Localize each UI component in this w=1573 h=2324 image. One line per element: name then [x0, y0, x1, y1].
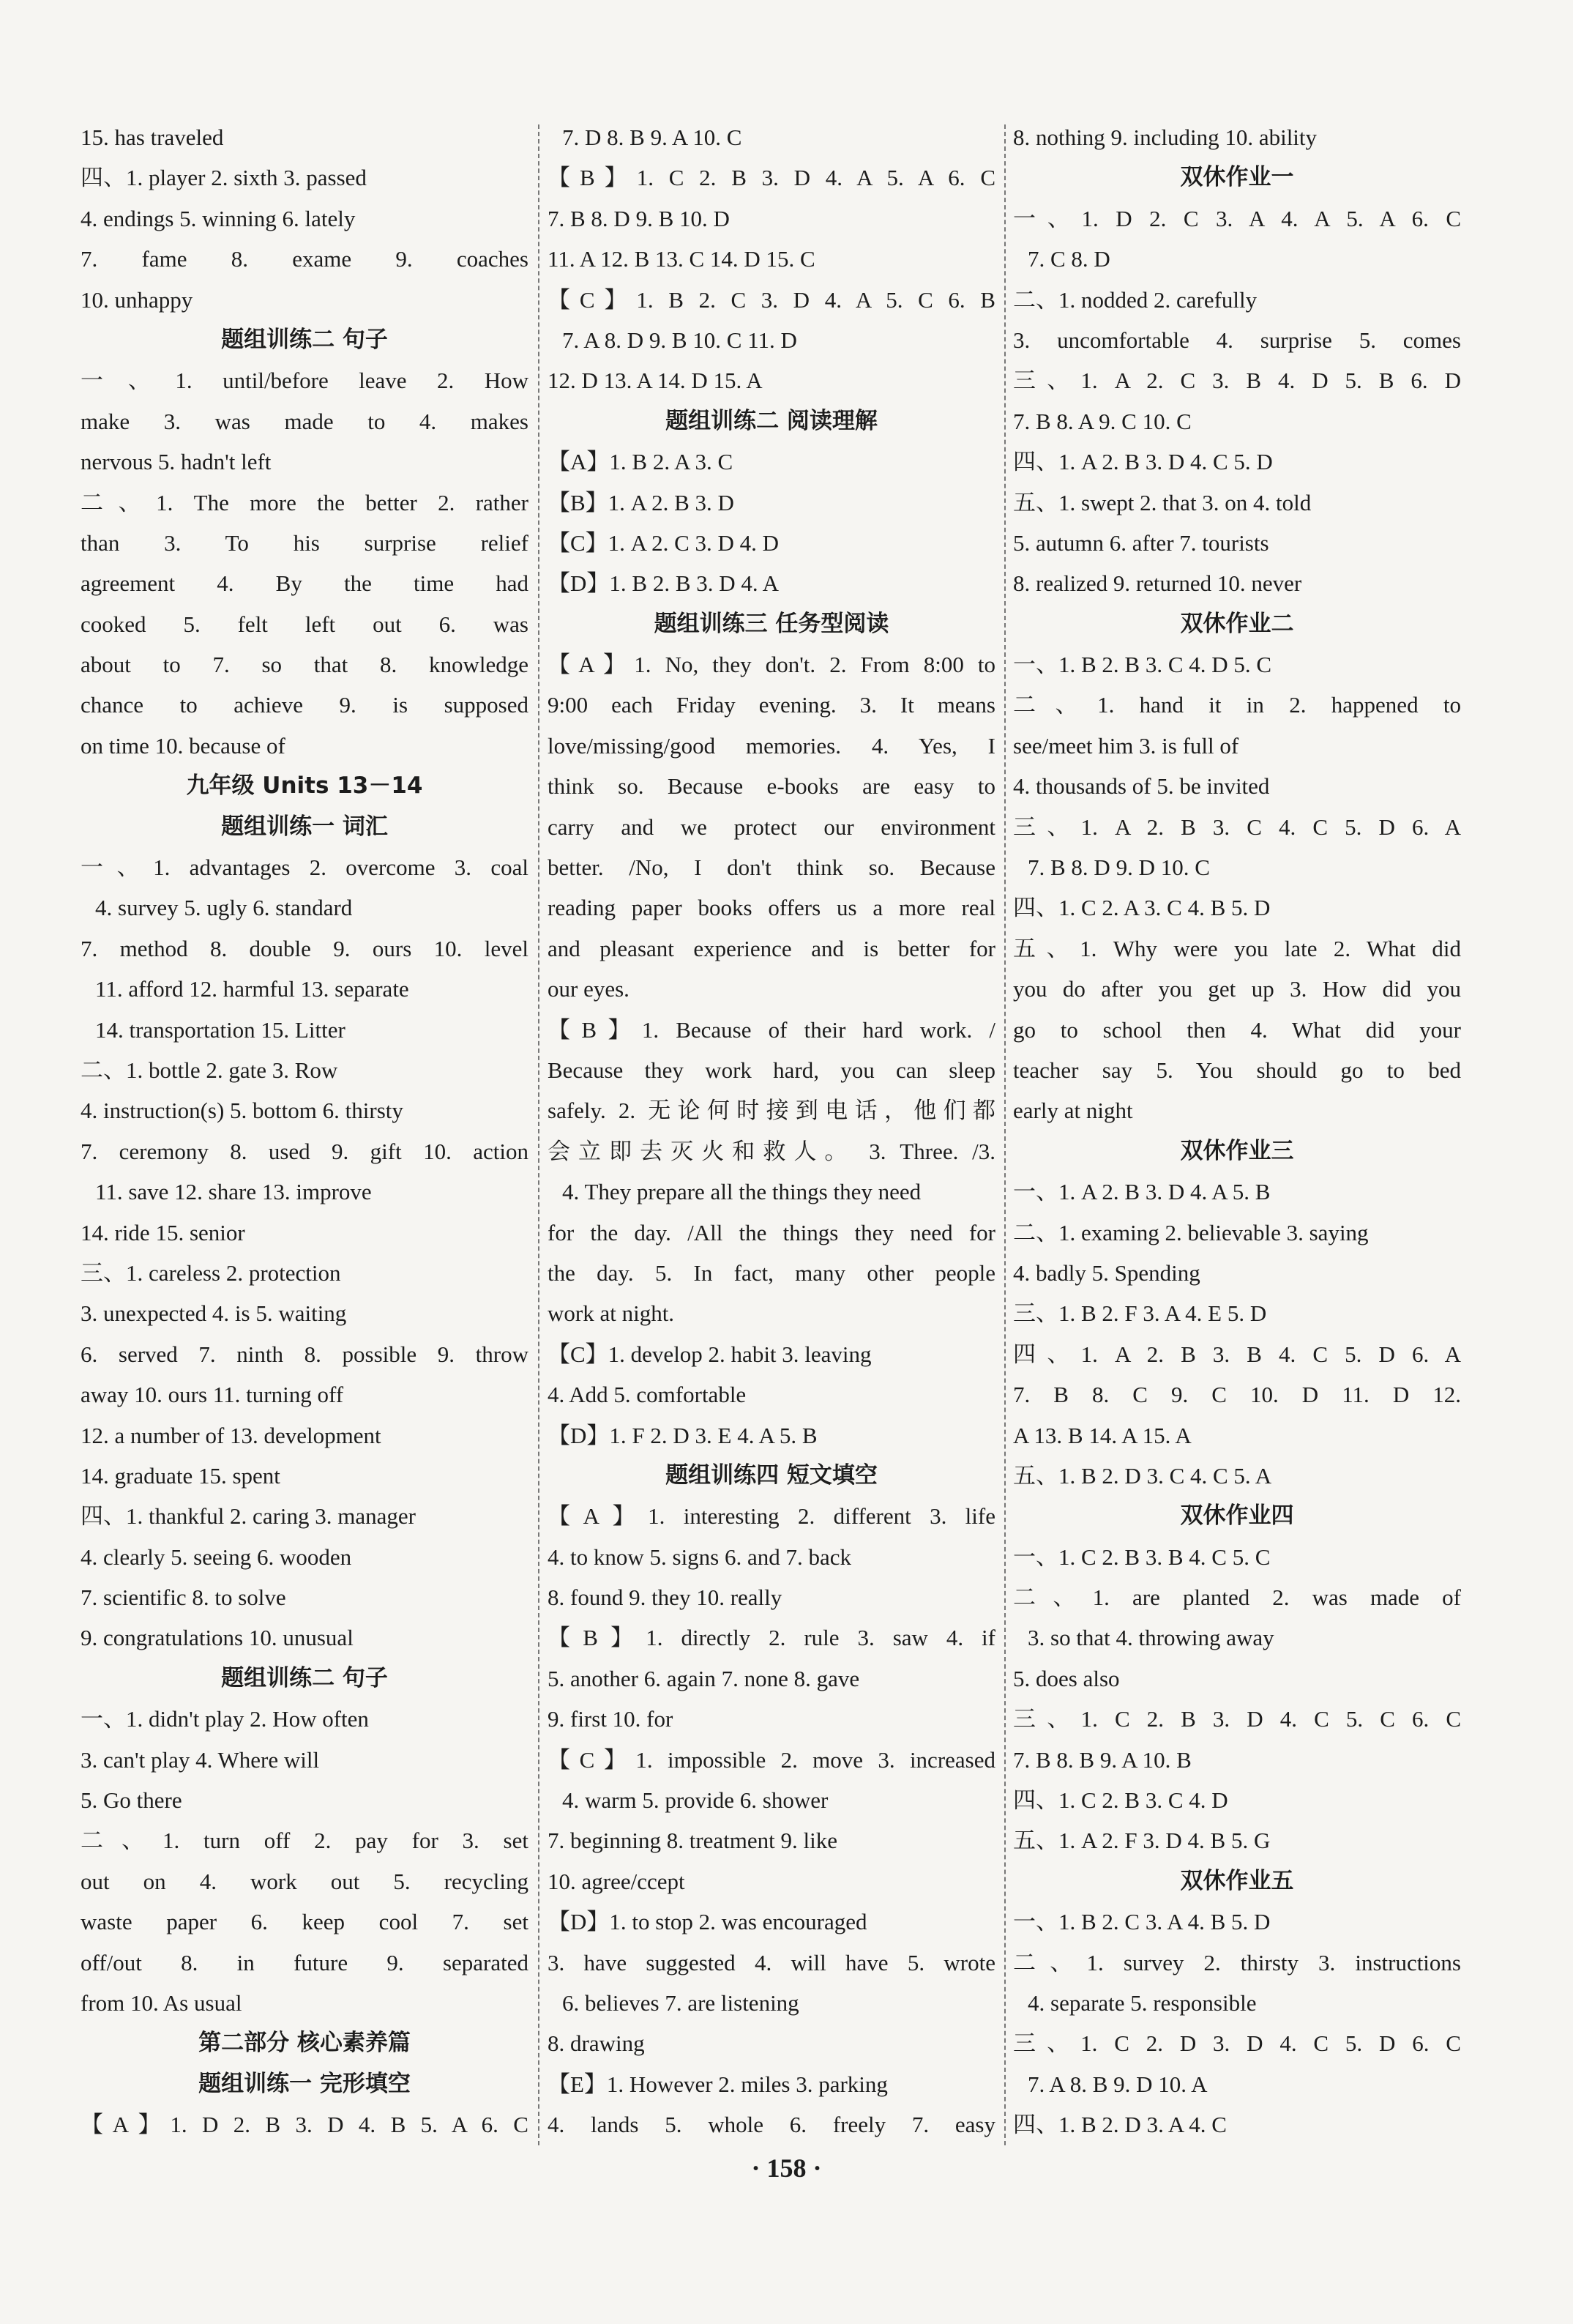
answer-line: 3. can't play 4. Where will: [81, 1746, 320, 1773]
answer-line: chance to achieve 9. is supposed: [81, 692, 528, 718]
answer-line: 3. unexpected 4. is 5. waiting: [81, 1300, 347, 1327]
answer-line: 4. to know 5. signs 6. and 7. back: [548, 1543, 852, 1570]
answer-line: 【D】1. B 2. B 3. D 4. A: [548, 570, 780, 597]
answer-line: reading paper books offers us a more real: [548, 895, 995, 921]
answer-line: 【E】1. However 2. miles 3. parking: [548, 2071, 888, 2097]
answer-line: 二、1. bottle 2. gate 3. Row: [81, 1057, 338, 1083]
answer-line: 三、1. B 2. F 3. A 4. E 5. D: [1013, 1300, 1267, 1327]
answer-line: 9:00 each Friday evening. 3. It means: [548, 692, 995, 718]
answer-line: 7. D 8. B 9. A 10. C: [562, 124, 742, 150]
column-middle: [548, 117, 995, 2145]
answer-line: carry and we protect our environment: [548, 813, 995, 840]
answer-line: 五、1. B 2. D 3. C 4. C 5. A: [1013, 1462, 1272, 1489]
answer-line: 四、1. C 2. B 3. C 4. D: [1013, 1787, 1228, 1814]
section-heading: 题组训练一 完形填空: [198, 2070, 411, 2097]
answer-line: 三、1. careless 2. protection: [81, 1259, 341, 1286]
answer-line: 14. transportation 15. Litter: [95, 1016, 345, 1043]
answer-line: 一、1. A 2. B 3. D 4. A 5. B: [1013, 1179, 1271, 1205]
section-heading: 双休作业二: [1180, 610, 1294, 637]
answer-line: 一、1. B 2. C 3. A 4. B 5. D: [1013, 1909, 1271, 1935]
answer-line: 7. method 8. double 9. ours 10. level: [81, 935, 528, 961]
answer-line: love/missing/good memories. 4. Yes, I: [548, 732, 995, 759]
answer-line: 【C】1. develop 2. habit 3. leaving: [548, 1341, 872, 1367]
answer-line: A 13. B 14. A 15. A: [1013, 1422, 1192, 1448]
answer-line: 3. so that 4. throwing away: [1028, 1625, 1274, 1651]
answer-line: 【D】1. F 2. D 3. E 4. A 5. B: [548, 1422, 818, 1448]
answer-line: 四、1. thankful 2. caring 3. manager: [81, 1503, 416, 1530]
answer-line: than 3. To his surprise relief: [81, 529, 528, 556]
answer-line: 【C】1. impossible 2. move 3. increased: [548, 1746, 995, 1773]
answer-line: 一、1. C 2. B 3. B 4. C 5. C: [1013, 1543, 1271, 1570]
answer-line: away 10. ours 11. turning off: [81, 1382, 344, 1408]
answer-line: 4. lands 5. whole 6. freely 7. easy: [548, 2112, 995, 2138]
answer-line: 二、1. nodded 2. carefully: [1013, 286, 1258, 313]
answer-line: see/meet him 3. is full of: [1013, 732, 1239, 759]
answer-line: 二、1. are planted 2. was made of: [1013, 1584, 1461, 1611]
answer-line: 7. B 8. B 9. A 10. B: [1013, 1746, 1192, 1773]
answer-line: 4. Add 5. comfortable: [548, 1382, 747, 1408]
answer-line: cooked 5. felt left out 6. was: [81, 611, 528, 637]
answer-line: 11. save 12. share 13. improve: [95, 1179, 372, 1205]
answer-line: 二、1. examing 2. believable 3. saying: [1013, 1219, 1369, 1245]
answer-line: 15. has traveled: [81, 124, 224, 150]
answer-line: 4. survey 5. ugly 6. standard: [95, 895, 353, 921]
section-heading: 题组训练三 任务型阅读: [654, 610, 889, 637]
section-heading: 双休作业五: [1180, 1867, 1294, 1894]
answer-line: 7. B 8. A 9. C 10. C: [1013, 408, 1192, 434]
answer-line: 【B】1. C 2. B 3. D 4. A 5. A 6. C: [548, 165, 995, 191]
column-divider: [538, 124, 539, 2145]
answer-line: 四、1. player 2. sixth 3. passed: [81, 165, 367, 191]
answer-line: Because they work hard, you can sleep: [548, 1057, 995, 1083]
section-heading: 九年级 Units 13－14: [186, 772, 423, 800]
answer-line: agreement 4. By the time had: [81, 570, 528, 597]
answer-line: the day. 5. In fact, many other people: [548, 1259, 995, 1286]
answer-line: 二、1. hand it in 2. happened to: [1013, 692, 1461, 718]
answer-line: 3. have suggested 4. will have 5. wrote: [548, 1949, 995, 1975]
answer-line: make 3. was made to 4. makes: [81, 408, 528, 434]
answer-line: 4. warm 5. provide 6. shower: [562, 1787, 829, 1814]
answer-line: you do after you get up 3. How did you: [1013, 976, 1461, 1002]
answer-line: early at night: [1013, 1098, 1133, 1124]
section-heading: 题组训练二 句子: [221, 1664, 388, 1691]
answer-line: 【A】1. No, they don't. 2. From 8:00 to: [548, 652, 995, 678]
answer-line: 7. C 8. D: [1028, 246, 1110, 272]
answer-line: 一、1. D 2. C 3. A 4. A 5. A 6. C: [1013, 205, 1461, 231]
answer-line: go to school then 4. What did your: [1013, 1016, 1461, 1043]
answer-line: 一、1. didn't play 2. How often: [81, 1706, 369, 1732]
answer-line: 7. beginning 8. treatment 9. like: [548, 1828, 838, 1854]
section-heading: 双休作业一: [1180, 164, 1294, 191]
answer-line: 4. badly 5. Spending: [1013, 1259, 1200, 1286]
answer-line: 7. ceremony 8. used 9. gift 10. action: [81, 1138, 528, 1164]
answer-line: 4. thousands of 5. be invited: [1013, 773, 1270, 800]
section-heading: 题组训练二 句子: [221, 326, 388, 353]
answer-line: our eyes.: [548, 976, 629, 1002]
answer-line: safely. 2. 无论何时接到电话，他们都: [548, 1098, 995, 1124]
answer-line: 7. A 8. B 9. D 10. A: [1028, 2071, 1208, 2097]
answer-line: 【A】1. D 2. B 3. D 4. B 5. A 6. C: [81, 2112, 528, 2138]
answer-line: 二、1. The more the better 2. rather: [81, 489, 528, 515]
answer-line: 一、1. until/before leave 2. How: [81, 368, 528, 394]
answer-line: waste paper 6. keep cool 7. set: [81, 1909, 528, 1935]
page-number: · 158 ·: [751, 2153, 822, 2183]
answer-line: teacher say 5. You should go to bed: [1013, 1057, 1461, 1083]
answer-line: 11. afford 12. harmful 13. separate: [95, 976, 409, 1002]
answer-line: 会立即去灭火和救人。 3. Three. /3.: [548, 1138, 995, 1164]
answer-line: and pleasant experience and is better for: [548, 935, 995, 961]
answer-line: 三、1. C 2. D 3. D 4. C 5. D 6. C: [1013, 2030, 1461, 2057]
answer-line: 二、1. survey 2. thirsty 3. instructions: [1013, 1949, 1461, 1975]
answer-line: off/out 8. in future 9. separated: [81, 1949, 528, 1975]
answer-line: 三、1. A 2. B 3. C 4. C 5. D 6. A: [1013, 813, 1461, 840]
answer-line: for the day. /All the things they need for: [548, 1219, 995, 1245]
answer-line: 【B】1. Because of their hard work. /: [548, 1016, 995, 1043]
answer-line: 12. a number of 13. development: [81, 1422, 381, 1448]
answer-line: 5. autumn 6. after 7. tourists: [1013, 529, 1269, 556]
answer-line: 9. first 10. for: [548, 1706, 673, 1732]
section-heading: 题组训练二 阅读理解: [665, 407, 878, 434]
answer-line: about to 7. so that 8. knowledge: [81, 652, 528, 678]
answer-line: 【C】1. B 2. C 3. D 4. A 5. C 6. B: [548, 286, 995, 313]
answer-line: 【D】1. to stop 2. was encouraged: [548, 1909, 867, 1935]
answer-line: 14. ride 15. senior: [81, 1219, 245, 1245]
section-heading: 双休作业四: [1180, 1502, 1294, 1530]
answer-line: 五、1. A 2. F 3. D 4. B 5. G: [1013, 1828, 1271, 1854]
answer-line: 【B】1. A 2. B 3. D: [548, 489, 734, 515]
answer-line: out on 4. work out 5. recycling: [81, 1868, 528, 1894]
answer-line: nervous 5. hadn't left: [81, 449, 272, 475]
answer-line: 5. another 6. again 7. none 8. gave: [548, 1665, 860, 1691]
answer-line: 14. graduate 15. spent: [81, 1462, 280, 1489]
answer-line: 8. realized 9. returned 10. never: [1013, 570, 1302, 597]
answer-line: 4. separate 5. responsible: [1028, 1989, 1257, 2016]
answer-line: from 10. As usual: [81, 1989, 242, 2016]
answer-line: 三、1. C 2. B 3. D 4. C 5. C 6. C: [1013, 1706, 1461, 1732]
answer-line: 【C】1. A 2. C 3. D 4. D: [548, 529, 780, 556]
answer-line: 4. clearly 5. seeing 6. wooden: [81, 1543, 352, 1570]
answer-line: 11. A 12. B 13. C 14. D 15. C: [548, 246, 815, 272]
answer-line: 7. B 8. C 9. C 10. D 11. D 12.: [1013, 1382, 1461, 1408]
answer-line: 4. They prepare all the things they need: [562, 1179, 922, 1205]
answer-line: 四、1. A 2. B 3. B 4. C 5. D 6. A: [1013, 1341, 1461, 1367]
answer-line: 五、1. swept 2. that 3. on 4. told: [1013, 489, 1312, 515]
answer-line: 【B】1. directly 2. rule 3. saw 4. if: [548, 1625, 995, 1651]
answer-line: 一、1. B 2. B 3. C 4. D 5. C: [1013, 652, 1272, 678]
answer-line: work at night.: [548, 1300, 675, 1327]
answer-line: 五、1. Why were you late 2. What did: [1013, 935, 1461, 961]
column-right: [1013, 117, 1461, 2145]
answer-line: 8. drawing: [548, 2030, 645, 2057]
answer-line: 12. D 13. A 14. D 15. A: [548, 368, 763, 394]
answer-line: 7. A 8. D 9. B 10. C 11. D: [562, 327, 797, 353]
answer-line: 9. congratulations 10. unusual: [81, 1625, 354, 1651]
answer-line: 7. B 8. D 9. B 10. D: [548, 205, 730, 231]
section-heading: 双休作业三: [1180, 1137, 1294, 1164]
column-left: [81, 117, 528, 2145]
answer-line: 四、1. A 2. B 3. D 4. C 5. D: [1013, 449, 1273, 475]
answer-line: 三、1. A 2. C 3. B 4. D 5. B 6. D: [1013, 368, 1461, 394]
answer-line: 10. unhappy: [81, 286, 193, 313]
answer-line: 二、1. turn off 2. pay for 3. set: [81, 1828, 528, 1854]
answer-line: 8. nothing 9. including 10. ability: [1013, 124, 1318, 150]
column-divider: [1004, 124, 1006, 2145]
answer-line: 5. does also: [1013, 1665, 1120, 1691]
answer-line: 3. uncomfortable 4. surprise 5. comes: [1013, 327, 1461, 353]
answer-line: 一、1. advantages 2. overcome 3. coal: [81, 854, 528, 881]
answer-line: 7. fame 8. exame 9. coaches: [81, 246, 528, 272]
section-heading: 题组训练四 短文填空: [665, 1461, 878, 1489]
answer-line: 【A】1. interesting 2. different 3. life: [548, 1503, 995, 1530]
section-heading: 题组训练一 词汇: [221, 813, 388, 840]
answer-line: 6. believes 7. are listening: [562, 1989, 799, 2016]
answer-line: 4. instruction(s) 5. bottom 6. thirsty: [81, 1098, 403, 1124]
answer-line: 7. B 8. D 9. D 10. C: [1028, 854, 1210, 881]
answer-line: think so. Because e-books are easy to: [548, 773, 995, 800]
answer-line: 6. served 7. ninth 8. possible 9. throw: [81, 1341, 528, 1367]
answer-line: 10. agree/ccept: [548, 1868, 685, 1894]
section-heading: 第二部分 核心素养篇: [198, 2030, 411, 2057]
answer-line: better. /No, I don't think so. Because: [548, 854, 995, 881]
answer-line: on time 10. because of: [81, 732, 285, 759]
answer-line: 5. Go there: [81, 1787, 182, 1814]
answer-line: 【A】1. B 2. A 3. C: [548, 449, 733, 475]
answer-line: 四、1. C 2. A 3. C 4. B 5. D: [1013, 895, 1271, 921]
answer-line: 四、1. B 2. D 3. A 4. C: [1013, 2112, 1227, 2138]
answer-line: 8. found 9. they 10. really: [548, 1584, 782, 1611]
answer-line: 7. scientific 8. to solve: [81, 1584, 286, 1611]
answer-line: 4. endings 5. winning 6. lately: [81, 205, 356, 231]
